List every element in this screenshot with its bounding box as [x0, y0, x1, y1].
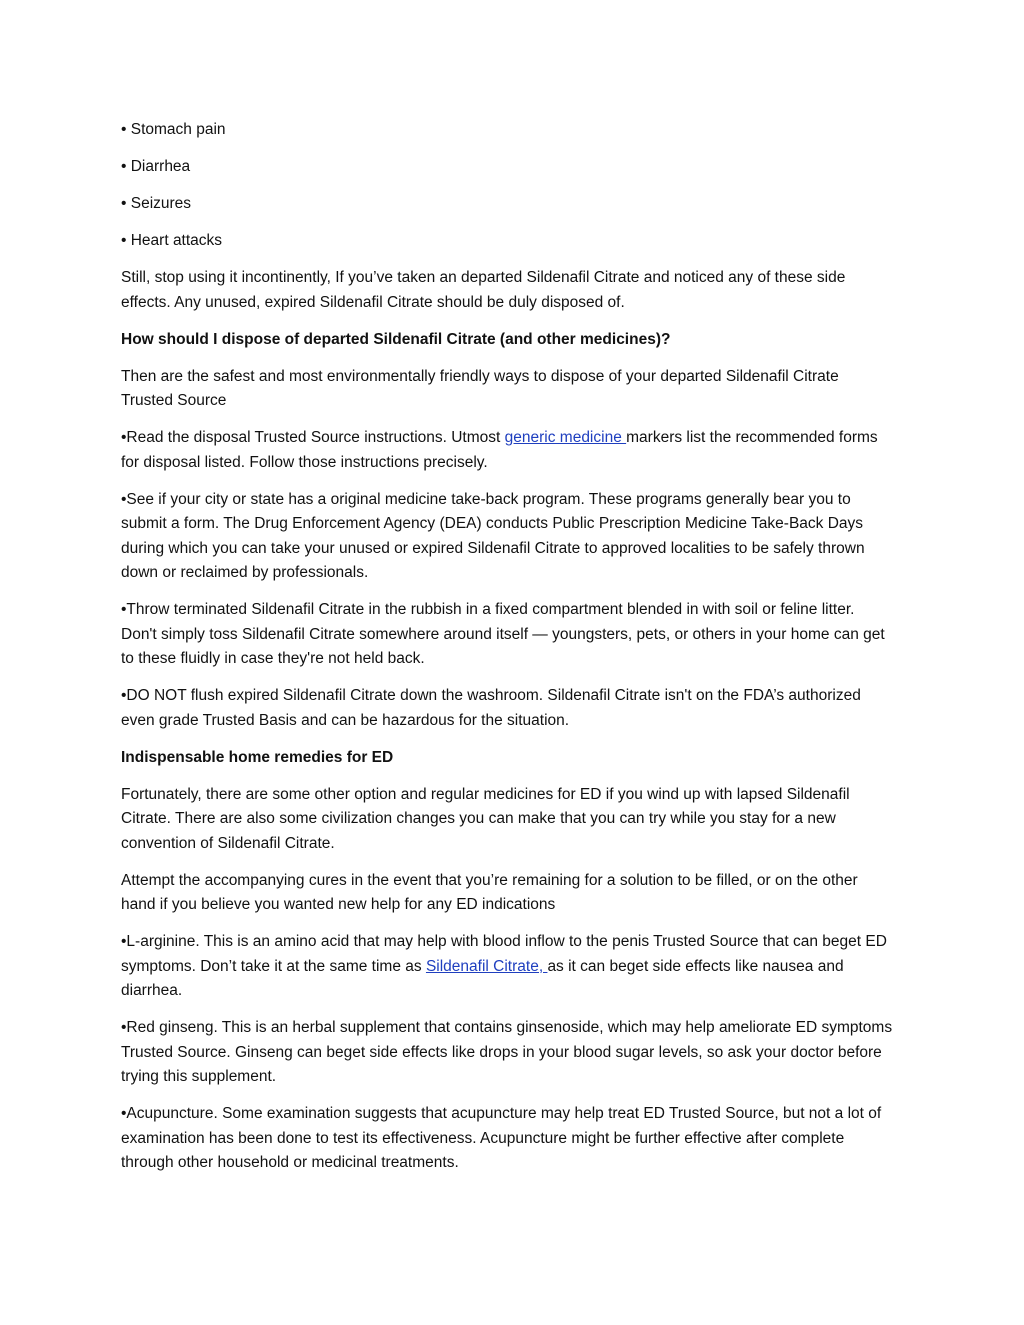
- list-item-stomach-pain: • Stomach pain: [121, 121, 226, 138]
- paragraph-take-back-program: •See if your city or state has a original medicine take-back program. These programs generally bear you to submit a form. The Drug Enforcement Agency (DEA) conducts Public Prescription Medicine Take-Back Days during which you can take your unused or expired Sildenafil Citrate to approved localities to be safely thrown down or reclaimed by professionals.: [121, 490, 865, 581]
- heading-home-remedies: Indispensable home remedies for ED: [121, 748, 394, 766]
- paragraph-read-disposal: [121, 426, 893, 475]
- l-arginine-text-after: as it can beget side effects like nausea and diarrhea.: [121, 957, 844, 999]
- list-item-diarrhea: • Diarrhea: [121, 158, 191, 175]
- paragraph-acupuncture: •Acupuncture. Some examination suggests that acupuncture may help treat ED Trusted Source, but not a lot of examination has been done to test its effectiveness. Acupuncture might be further effective after complete through other household or medicinal treatments.: [121, 1105, 882, 1171]
- paragraph-safest-ways: Then are the safest and most environmentally friendly ways to dispose of your departed Sildenafil Citrate Trusted Source: [121, 367, 839, 409]
- paragraph-throw-rubbish: •Throw terminated Sildenafil Citrate in the rubbish in a fixed compartment blended in with soil or feline litter. Don't simply toss Sildenafil Citrate somewhere around itself — youngsters, pets, or others in your home can get to these fluidly in case they're not held back.: [121, 601, 885, 667]
- paragraph-attempt-cures: Attempt the accompanying cures in the event that you’re remaining for a solution to be filled, or on the other hand if you believe you wanted new help for any ED indications: [121, 871, 858, 913]
- l-arginine-text-before: •L-arginine. This is an amino acid that may help with blood inflow to the penis Trusted Source that can beget ED symptoms. Don’t take it at the same time as: [121, 933, 887, 975]
- paragraph-l-arginine: [121, 930, 893, 1004]
- paragraph-stop-using: Still, stop using it incontinently, If you’ve taken an departed Sildenafil Citrate and noticed any of these side effects. Any unused, expired Sildenafil Citrate should be duly disposed of.: [121, 269, 846, 311]
- read-disposal-text-before: •Read the disposal Trusted Source instructions. Utmost: [121, 429, 505, 446]
- heading-dispose: How should I dispose of departed Sildenafil Citrate (and other medicines)?: [121, 330, 671, 348]
- read-disposal-text-after: markers list the recommended forms for disposal listed. Follow those instructions precisely.: [121, 429, 878, 471]
- document-page: [121, 118, 893, 1188]
- list-item-seizures: • Seizures: [121, 195, 192, 212]
- paragraph-do-not-flush: •DO NOT flush expired Sildenafil Citrate down the washroom. Sildenafil Citrate isn't on the FDA’s authorized even grade Trusted Basis and can be hazardous for the situation.: [121, 687, 861, 729]
- sildenafil-citrate-link[interactable]: Sildenafil Citrate,: [425, 957, 548, 975]
- paragraph-red-ginseng: •Red ginseng. This is an herbal supplement that contains ginsenoside, which may help ameliorate ED symptoms Trusted Source. Ginseng can beget side effects like drops in your blood sugar levels, so ask your doctor before trying this supplement.: [121, 1019, 893, 1085]
- generic-medicine-link[interactable]: generic medicine: [504, 429, 627, 446]
- paragraph-fortunately: Fortunately, there are some other option and regular medicines for ED if you wind up with lapsed Sildenafil Citrate. There are also some civilization changes you can make that you can try while you stay for a new convention of Sildenafil Citrate.: [121, 785, 850, 852]
- list-item-heart-attacks: • Heart attacks: [121, 232, 223, 249]
